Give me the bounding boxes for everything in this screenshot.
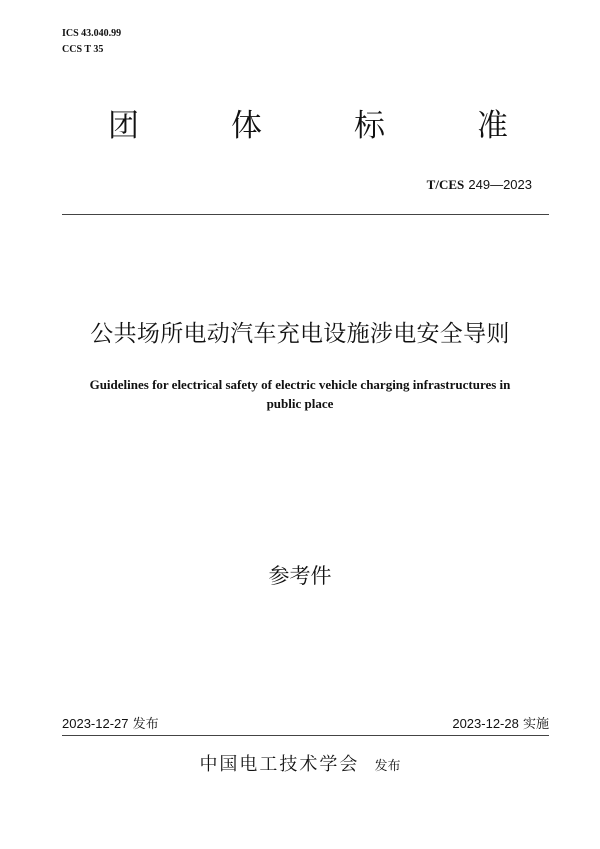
standard-type-char: 标 <box>354 108 385 144</box>
ics-code: ICS 43.040.99 <box>62 28 122 39</box>
publisher <box>0 750 600 776</box>
standard-type-heading <box>108 106 508 146</box>
standard-type-char: 准 <box>477 108 508 144</box>
standard-number <box>427 177 532 194</box>
publish-date-value: 2023-12-27 <box>62 716 129 731</box>
ccs-code: CCS T 35 <box>62 44 104 55</box>
implement-date-word: 实施 <box>522 717 549 732</box>
standard-type-char: 团 <box>108 108 139 144</box>
title-english <box>40 375 560 413</box>
footer-divider <box>62 735 549 736</box>
title-english-line-1: Guidelines for electrical safety of electric vehicle charging infrastructures in <box>89 377 511 392</box>
publisher-organization: 中国电工技术学会 <box>199 754 360 775</box>
publish-date-word: 发布 <box>132 717 159 732</box>
standard-type-char: 体 <box>231 108 262 144</box>
publish-date <box>62 715 159 734</box>
header-divider <box>62 214 549 215</box>
title-chinese: 公共场所电动汽车充电设施涉电安全导则 <box>90 321 510 347</box>
standard-code: T/CES <box>426 177 465 192</box>
reference-label: 参考件 <box>268 564 332 588</box>
implement-date-value: 2023-12-28 <box>452 716 519 731</box>
implement-date <box>452 715 549 734</box>
title-english-line-2: public place <box>266 396 334 411</box>
standard-number-value: 249—2023 <box>468 177 532 192</box>
publisher-word: 发布 <box>374 759 401 774</box>
